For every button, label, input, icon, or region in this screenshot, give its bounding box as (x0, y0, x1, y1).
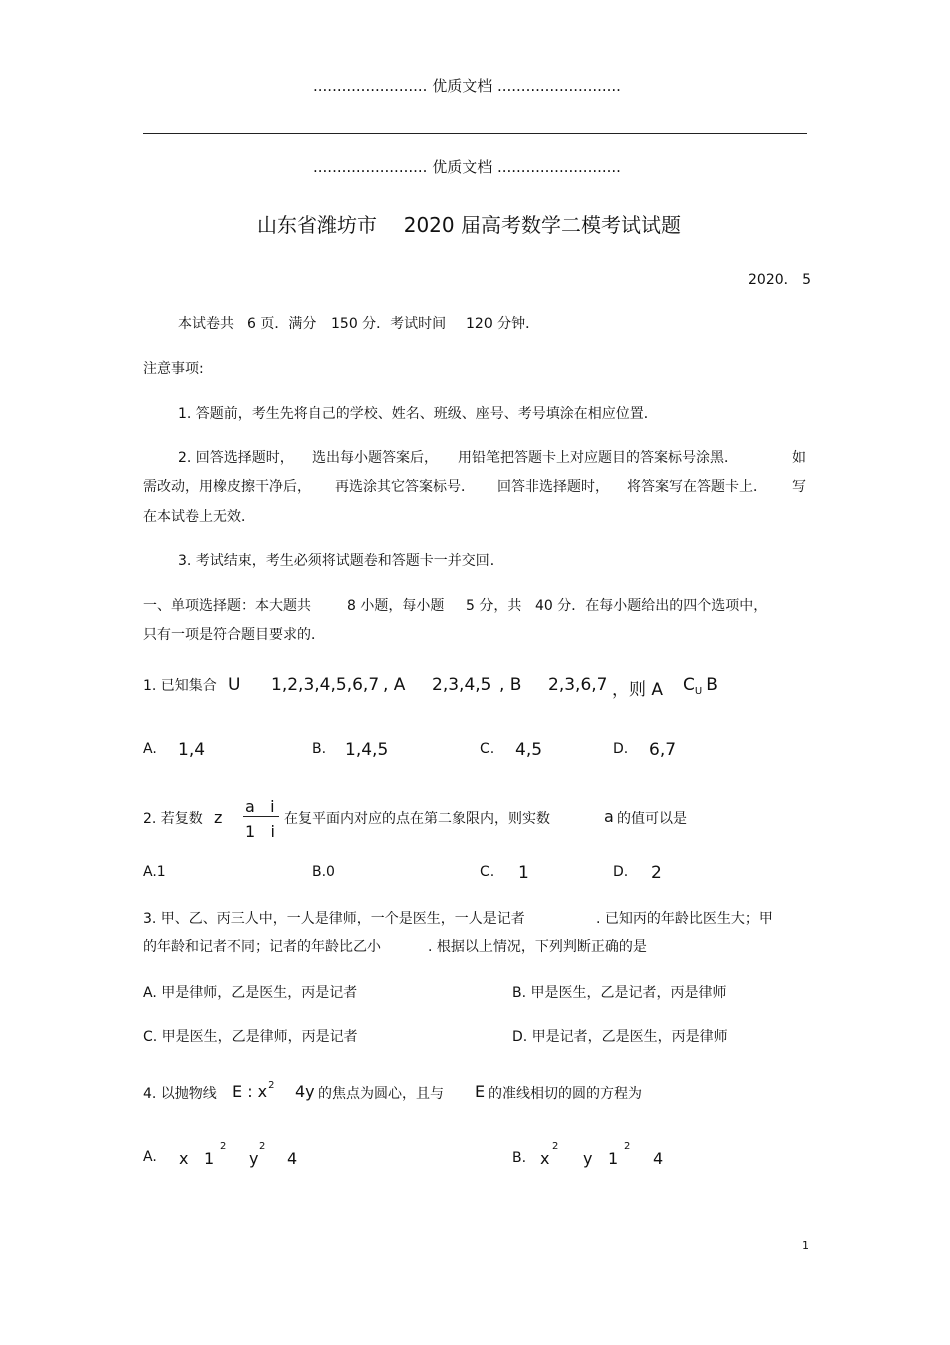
q2-text: 在复平面内对应的点在第二象限内，则实数 (284, 811, 550, 827)
q4-option-a-x: x (179, 1149, 189, 1168)
q1-complement (683, 675, 718, 695)
q4-option-a-y: y (249, 1149, 259, 1168)
q1-b-end: B (706, 675, 718, 695)
notice-item-2e: 需改动，用橡皮擦干净后， (143, 479, 311, 495)
q3-line1-a: 3. 甲、乙、丙三人中，一人是律师，一个是医生，一人是记者 (143, 911, 525, 927)
section-heading-l2: 只有一项是符合题目要求的． (143, 627, 325, 643)
q3-line2-b: . 根据以上情况，下列判断正确的是 (428, 939, 647, 955)
q1-option-a-letter: A. (143, 741, 157, 757)
q1-option-a-value: 1,4 (178, 740, 206, 760)
q4-option-b-letter: B. (512, 1150, 527, 1166)
q2-tail: 的值可以是 (617, 811, 687, 827)
q4-option-b-y: y (583, 1149, 593, 1168)
q4-option-a-four: 4 (287, 1149, 298, 1168)
q2-option-b: B.0 (312, 864, 335, 880)
q4-option-b-exp1: 2 (552, 1141, 559, 1152)
q4-option-b-exp2: 2 (624, 1141, 631, 1152)
exam-date: 2020． 5 (748, 272, 811, 288)
q4-option-a-exp2: 2 (259, 1141, 266, 1152)
q3-line1-b: . 已知丙的年龄比医生大；甲 (596, 911, 773, 927)
q1-c: C (683, 675, 695, 695)
q3-option-a: A. 甲是律师，乙是医生，丙是记者 (143, 985, 358, 1001)
q1-option-d-value: 6,7 (649, 740, 677, 760)
q4-expr-lhs: E : x (232, 1082, 268, 1101)
q1-b-label: , B (499, 675, 522, 695)
q1-option-c-letter: C. (480, 741, 495, 757)
q3-option-d: D. 甲是记者，乙是医生，丙是律师 (512, 1029, 728, 1045)
intro-c: 150 分．考试时间 (331, 316, 447, 332)
q2-denominator: 1 i (245, 822, 275, 841)
q1-option-b-letter: B. (312, 741, 327, 757)
notice-item-2j: 在本试卷上无效． (143, 509, 255, 525)
q4-option-a-exp1: 2 (220, 1141, 227, 1152)
q4-expr (232, 1082, 275, 1101)
notice-item-1: 1. 答题前，考生先将自己的学校、姓名、班级、座号、考号填涂在相应位置． (178, 406, 658, 422)
q4-e: E (475, 1082, 486, 1101)
notice-item-3: 3. 考试结束，考生必须将试题卷和答题卡一并交回． (178, 553, 504, 569)
page-number: 1 (802, 1239, 809, 1252)
q4-option-a-one: 1 (204, 1149, 215, 1168)
section-heading-a: 一、单项选择题：本大题共 (143, 598, 311, 614)
q4-option-b-one: 1 (608, 1149, 619, 1168)
q4-text: 的焦点为圆心，且与 (318, 1086, 444, 1102)
q1-bset: 2,3,6,7 (548, 675, 608, 695)
q2-option-c-letter: C. (480, 864, 495, 880)
page-title (257, 209, 681, 238)
notice-item-2a: 2. 回答选择题时， (178, 450, 294, 466)
title-main: 2020 届高考数学二模考试试题 (403, 213, 681, 237)
q2-label: 2. 若复数 (143, 811, 203, 827)
q1-a-label: , A (383, 675, 406, 695)
notice-item-2d: 如 (792, 450, 806, 466)
q1-label: 1. 已知集合 (143, 678, 217, 694)
q1-aset: 2,3,4,5 (432, 675, 492, 695)
section-heading-b: 8 小题，每小题 (347, 598, 445, 614)
q4-option-b-x: x (540, 1149, 550, 1168)
q4-tail: 的准线相切的圆的方程为 (488, 1086, 642, 1102)
intro-a: 本试卷共 (178, 316, 234, 332)
notice-item-2b: 选出每小题答案后， (312, 450, 438, 466)
q1-c-sub: U (694, 686, 703, 697)
q3-option-b: B. 甲是医生，乙是记者，丙是律师 (512, 985, 727, 1001)
q2-a: a (604, 807, 614, 826)
q4-option-a-letter: A. (143, 1149, 157, 1165)
title-region: 山东省潍坊市 (257, 213, 377, 237)
q4-rhs: 4y (295, 1082, 315, 1101)
notice-item-2f: 再选涂其它答案标号． (335, 479, 475, 495)
q2-option-d-letter: D. (613, 864, 629, 880)
notice-item-2g: 回答非选择题时， (497, 479, 609, 495)
notice-heading: 注意事项: (143, 361, 204, 377)
section-heading-d: 40 分．在每小题给出的四个选项中， (535, 598, 768, 614)
q4-label: 4. 以抛物线 (143, 1086, 217, 1102)
q4-expr-exp: 2 (268, 1080, 275, 1091)
q2-option-a: A.1 (143, 864, 166, 880)
q1-option-d-letter: D. (613, 741, 629, 757)
q2-option-c-value: 1 (518, 863, 529, 883)
notice-item-2i: 写 (792, 479, 806, 495)
q2-fraction-bar (243, 816, 279, 817)
header-divider (143, 133, 807, 134)
q1-u: U (228, 675, 241, 695)
q2-numerator: a i (245, 797, 275, 816)
q3-option-c: C. 甲是医生，乙是律师，丙是记者 (143, 1029, 358, 1045)
notice-item-2c: 用铅笔把答题卡上对应题目的答案标号涂黑． (458, 450, 738, 466)
intro-b: 6 页．满分 (247, 316, 317, 332)
q1-option-c-value: 4,5 (515, 740, 543, 760)
notice-item-2h: 将答案写在答题卡上． (627, 479, 767, 495)
q1-uset: 1,2,3,4,5,6,7 (271, 675, 380, 695)
q4-option-b-four: 4 (653, 1149, 664, 1168)
q1-then: ，则 A (612, 680, 664, 700)
q3-line2-a: 的年龄和记者不同；记者的年龄比乙小 (143, 939, 381, 955)
q1-option-b-value: 1,4,5 (345, 740, 389, 760)
section-heading-c: 5 分，共 (466, 598, 522, 614)
header-banner-second: ........................ 优质文档 .......................... (313, 158, 621, 176)
header-banner: ........................ 优质文档 .......................... (313, 77, 621, 95)
intro-d: 120 分钟． (466, 316, 540, 332)
q2-option-d-value: 2 (651, 863, 662, 883)
q2-z: z (214, 808, 223, 827)
